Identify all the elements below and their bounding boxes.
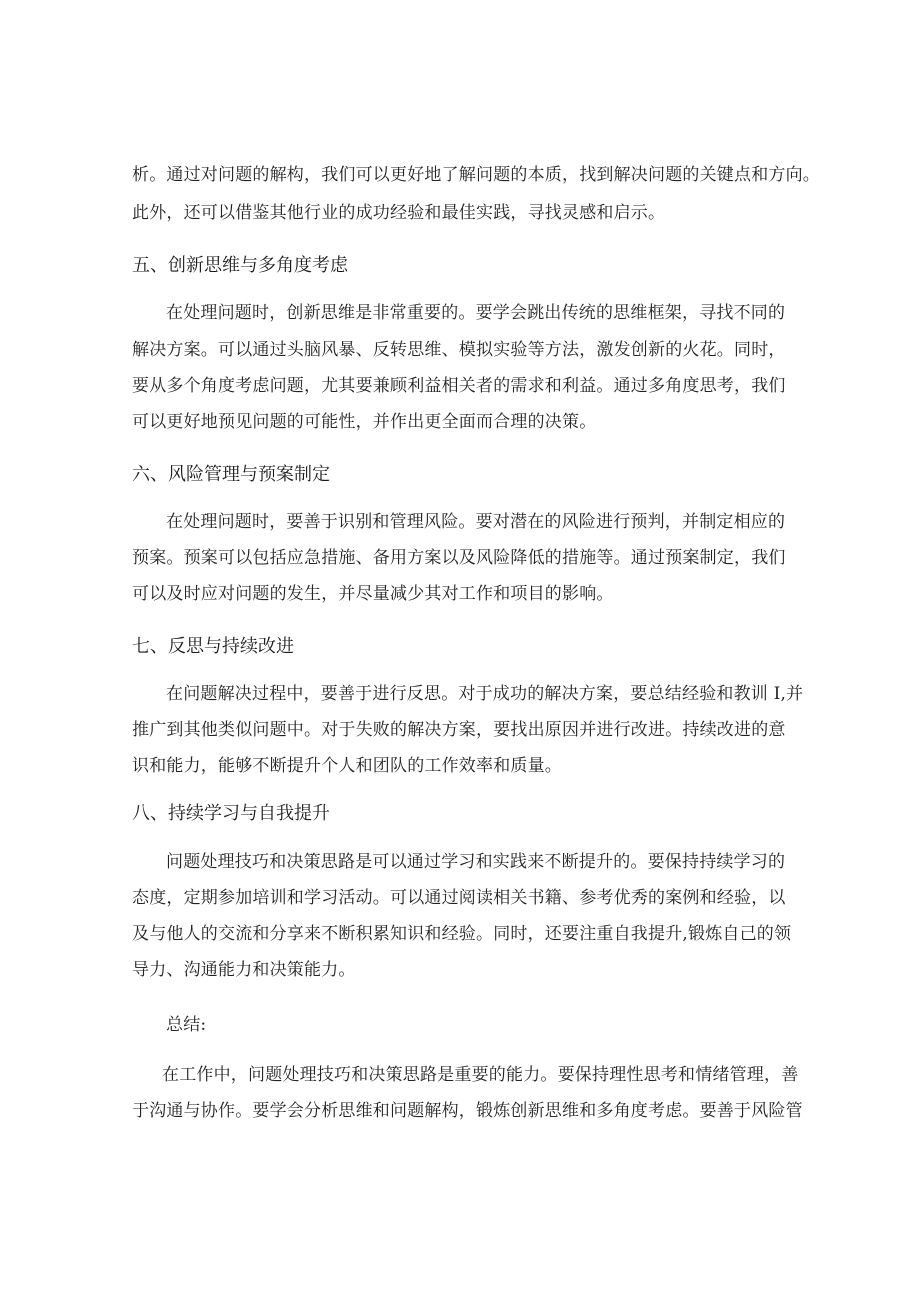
section-8-line-4: 导力、沟通能力和决策能力。 [132,960,356,980]
section-6-line-2: 预案。预案可以包括应急措施、备用方案以及风险降低的措施等。通过预案制定，我们 [132,548,786,568]
section-heading-8: 八、持续学习与自我提升 [132,803,330,824]
section-6-line-3: 可以及时应对问题的发生，并尽量减少其对工作和项目的影响。 [132,584,614,604]
summary-line-2: 于沟通与协作。要学会分析思维和问题解构，锻炼创新思维和多角度考虑。要善于风险管 [132,1101,803,1121]
section-7-line-3: 识和能力，能够不断提升个人和团队的工作效率和质量。 [132,756,562,776]
section-heading-5: 五、创新思维与多角度考虑 [132,255,348,276]
section-8-line-2: 态度，定期参加培训和学习活动。可以通过阅读相关书籍、参考优秀的案例和经验，以 [132,888,786,908]
section-5-line-4: 可以更好地预见问题的可能性，并作出更全面而合理的决策。 [132,412,597,432]
section-5-line-3: 要从多个角度考虑问题，尤其要兼顾利益相关者的需求和利益。通过多角度思考，我们 [132,376,786,396]
section-heading-7: 七、反思与持续改进 [132,636,294,657]
section-5-line-1: 在处理问题时，创新思维是非常重要的。要学会跳出传统的思维框架，寻找不同的 [166,303,786,323]
summary-line-1: 在工作中，问题处理技巧和决策思路是重要的能力。要保持理性思考和情绪管理，善 [162,1065,799,1085]
intro-line-2: 此外，还可以借鉴其他行业的成功经验和最佳实践，寻找灵感和启示。 [132,203,666,223]
section-5-line-2: 解决方案。可以通过头脑风暴、反转思维、模拟实验等方法，激发创新的火花。同时， [132,340,786,360]
summary-label: 总结: [166,1015,207,1035]
section-8-line-3: 及与他人的交流和分享来不断积累知识和经验。同时，还要注重自我提升,锻炼自己的领 [132,924,792,944]
section-heading-6: 六、风险管理与预案制定 [132,464,330,485]
section-8-line-1: 问题处理技巧和决策思路是可以通过学习和实践来不断提升的。要保持持续学习的 [166,852,786,872]
intro-line-1: 析。通过对问题的解构，我们可以更好地了解问题的本质，找到解决问题的关键点和方向。 [132,165,820,185]
section-7-line-1: 在问题解决过程中，要善于进行反思。对于成功的解决方案，要总结经验和教训 I,并 [166,684,804,704]
section-7-line-2: 推广到其他类似问题中。对于失败的解决方案，要找出原因并进行改进。持续改进的意 [132,720,786,740]
section-6-line-1: 在处理问题时，要善于识别和管理风险。要对潜在的风险进行预判，并制定相应的 [166,512,786,532]
